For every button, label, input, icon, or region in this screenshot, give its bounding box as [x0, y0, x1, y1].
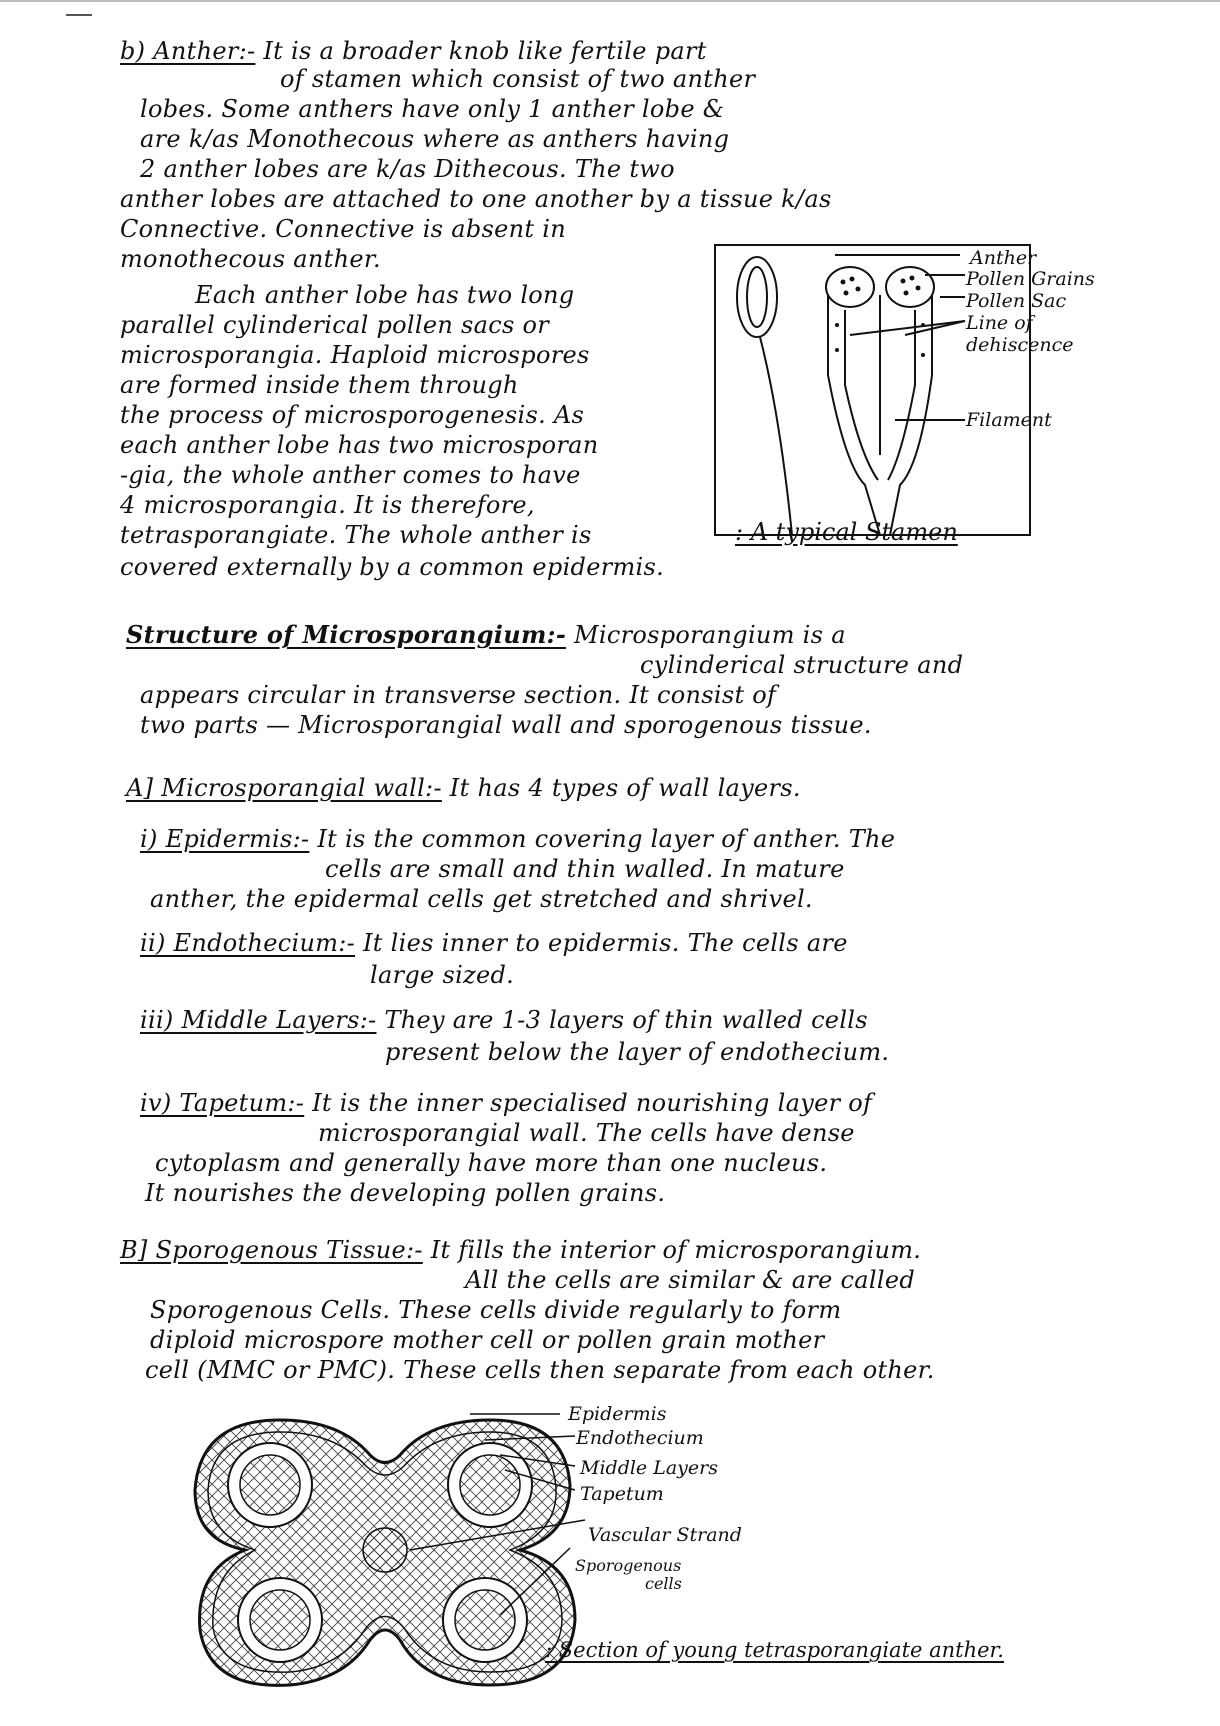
sporogenous-cells-bl [250, 1590, 310, 1650]
pollen-sac-right [886, 267, 934, 307]
anther-line-4: are k/as Monothecous where as anthers having [140, 125, 730, 153]
label-epidermis: Epidermis [568, 1403, 667, 1425]
sporogenous-line-1: B] Sporogenous Tissue:- It fills the interior of microsporangium. [120, 1236, 922, 1264]
side-anther-inner [747, 267, 767, 327]
anther-line-1: b) Anther:- It is a broader knob like fertile part [120, 37, 707, 65]
side-filament [760, 337, 792, 535]
anther-line-9: Each anther lobe has two long [195, 281, 575, 309]
label-cells: cells [645, 1574, 682, 1593]
stamen-caption: : A typical Stamen [735, 518, 958, 546]
sporogenous-line-3: Sporogenous Cells. These cells divide regularly to form [150, 1296, 842, 1324]
corner-mark [66, 14, 92, 16]
tapetum-line-2: microsporangial wall. The cells have dense [318, 1119, 855, 1147]
anther-section-diagram [170, 1400, 600, 1695]
label-filament: Filament [966, 409, 1052, 431]
wall-heading: A] Microsporangial wall:- [126, 774, 442, 802]
tapetum-line-4: It nourishes the developing pollen grains. [145, 1179, 666, 1207]
sporogenous-cells-tl [240, 1455, 300, 1515]
pollen-sac-left [826, 267, 874, 307]
anther-line-13: the process of microsporogenesis. As [120, 401, 585, 429]
structure-heading: Structure of Microsporangium:- [126, 620, 567, 649]
structure-line-2: cylinderical structure and [640, 651, 964, 679]
label-anther: Anther [970, 247, 1037, 269]
middle-layers-title: iii) Middle Layers:- [140, 1006, 377, 1034]
label-middle-layers: Middle Layers [580, 1457, 718, 1479]
label-tapetum: Tapetum [580, 1483, 664, 1505]
anther-line-5: 2 anther lobes are k/as Dithecous. The two [140, 155, 675, 183]
section-caption: : Section of young tetrasporangiate anther. [545, 1638, 1004, 1662]
structure-line-4: two parts — Microsporangial wall and sporogenous tissue. [140, 711, 872, 739]
endothecium-line-2: large sized. [370, 961, 515, 989]
tapetum-line-1: iv) Tapetum:- It is the inner specialised nourishing layer of [140, 1089, 873, 1117]
label-pollen-sac: Pollen Sac [966, 290, 1067, 312]
endothecium-title: ii) Endothecium:- [140, 929, 356, 957]
anther-line-16: 4 microsporangia. It is therefore, [120, 491, 535, 519]
anther-line-2: of stamen which consist of two anther [280, 65, 756, 93]
page-top-edge [0, 0, 1220, 2]
sporogenous-line-5: cell (MMC or PMC). These cells then separate from each other. [145, 1356, 935, 1384]
sac-line-left [845, 310, 878, 480]
leader-dehiscence-a [850, 321, 965, 335]
label-endothecium: Endothecium [576, 1427, 704, 1449]
sac-line-right [888, 310, 915, 480]
tapetum-line-3: cytoplasm and generally have more than one nucleus. [155, 1149, 828, 1177]
structure-line-3: appears circular in transverse section. It consist of [140, 681, 777, 709]
vascular-strand [363, 1528, 407, 1572]
anther-outline-left [828, 295, 880, 535]
anther-line-17: tetrasporangiate. The whole anther is [120, 521, 592, 549]
sporogenous-heading: B] Sporogenous Tissue:- [120, 1236, 423, 1264]
anther-line-3: lobes. Some anthers have only 1 anther lobe & [140, 95, 725, 123]
sporogenous-cells-tr [460, 1455, 520, 1515]
side-anther-icon [737, 257, 777, 337]
label-vascular-strand: Vascular Strand [588, 1524, 742, 1546]
anther-line-7: Connective. Connective is absent in [120, 215, 566, 243]
label-line-of: Line of [966, 312, 1033, 334]
middle-layers-line-2: present below the layer of endothecium. [385, 1038, 890, 1066]
label-dehiscence: dehiscence [966, 334, 1074, 356]
structure-line-1: Structure of Microsporangium:- Microsporangium is a [126, 620, 846, 649]
sporogenous-cells-br [455, 1590, 515, 1650]
anther-line-10: parallel cylinderical pollen sacs or [120, 311, 550, 339]
epidermis-line-1: i) Epidermis:- It is the common covering layer of anther. The [140, 825, 896, 853]
middle-layers-line-1: iii) Middle Layers:- They are 1-3 layers of thin walled cells [140, 1006, 868, 1034]
epidermis-title: i) Epidermis:- [140, 825, 310, 853]
anther-line-11: microsporangia. Haploid microspores [120, 341, 590, 369]
epidermis-line-2: cells are small and thin walled. In mature [325, 855, 845, 883]
label-pollen-grains: Pollen Grains [966, 268, 1095, 290]
tapetum-title: iv) Tapetum:- [140, 1089, 305, 1117]
sporogenous-line-4: diploid microspore mother cell or pollen grain mother [150, 1326, 825, 1354]
sporogenous-line-2: All the cells are similar & are called [465, 1266, 915, 1294]
anther-line-8: monothecous anther. [120, 245, 381, 273]
anther-line-12: are formed inside them through [120, 371, 519, 399]
anther-line-6: anther lobes are attached to one another by a tissue k/as [120, 185, 832, 213]
anther-heading: b) Anther:- [120, 37, 256, 65]
anther-line-14: each anther lobe has two microsporan [120, 431, 599, 459]
epidermis-line-3: anther, the epidermal cells get stretched and shrivel. [150, 885, 813, 913]
endothecium-line-1: ii) Endothecium:- It lies inner to epidermis. The cells are [140, 929, 848, 957]
wall-heading-line: A] Microsporangial wall:- It has 4 types of wall layers. [126, 774, 801, 802]
anther-line-15: -gia, the whole anther comes to have [120, 461, 581, 489]
anther-line-18: covered externally by a common epidermis. [120, 553, 665, 581]
label-sporogenous: Sporogenous [575, 1556, 682, 1575]
